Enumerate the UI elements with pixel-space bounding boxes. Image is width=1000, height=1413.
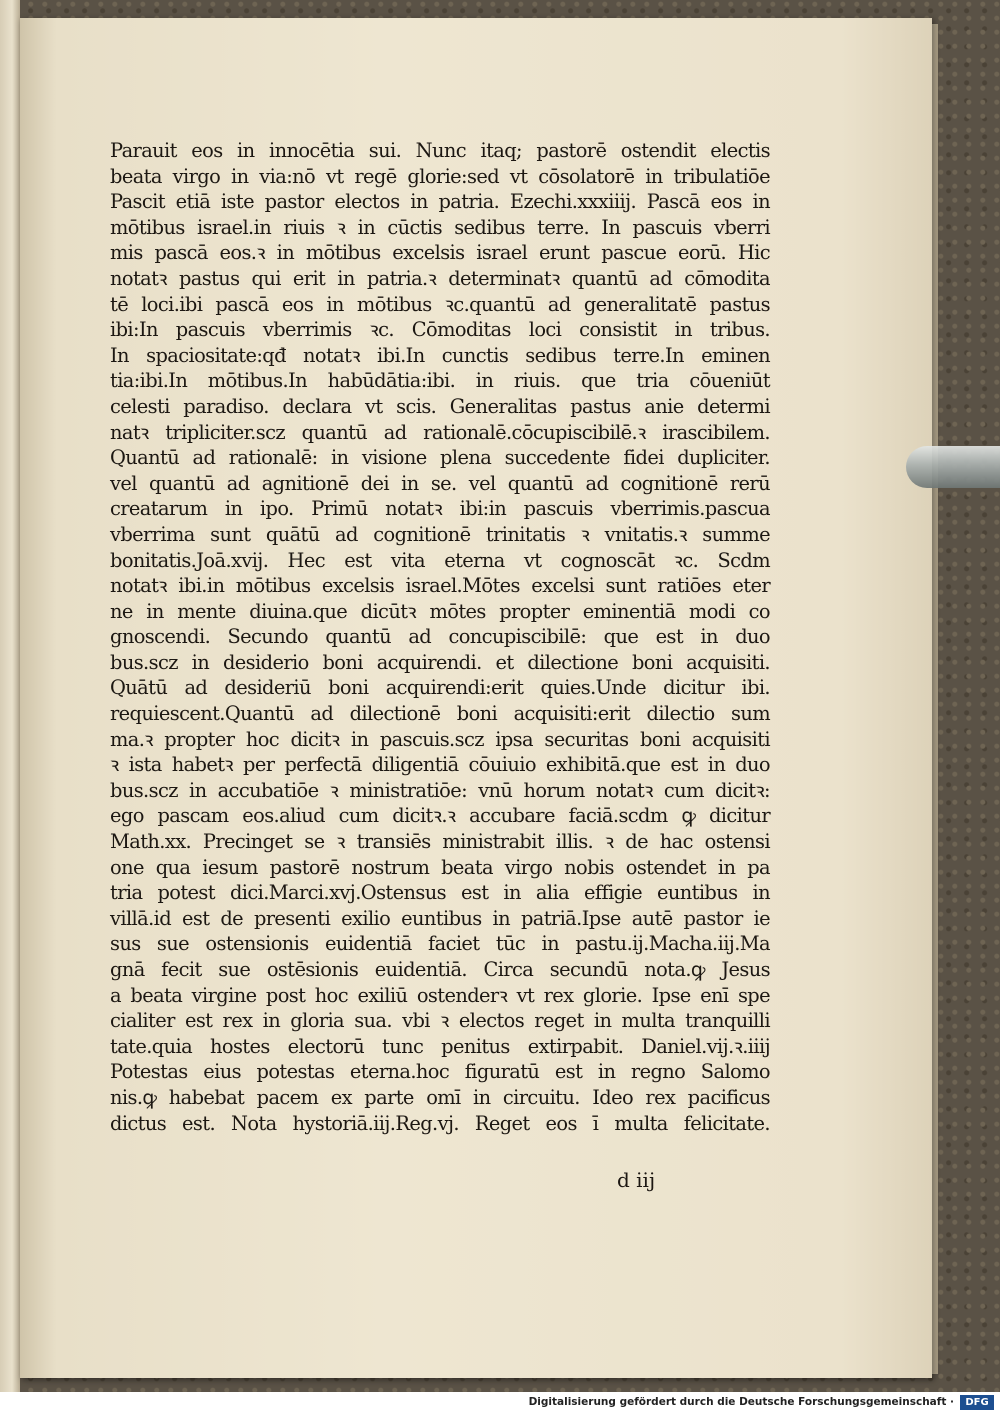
text-line: bus.scz in accubatiōe ꝛ ministratiōe: vnū horum notatꝛ cum dicitꝛ: [110,778,770,802]
text-line: a beata virgine post hoc exiliū ostenderꝛ vt rex glorie. Ipse enī spe [110,983,770,1007]
text-line: beata virgo in via:nō vt regē glorie:sed vt cōsolatorē in tribulatiōe [110,164,770,188]
text-line: Quantū ad rationalē: in visione plena succedente fidei dupliciter. [110,446,770,470]
text-line: ꝛ ista habetꝛ per perfectā diligentiā cōuiuio exhibitā.que est in duo [110,753,770,777]
text-line: In spaciositate:qđ notatꝛ ibi.In cunctis sedibus terre.In eminen [110,343,770,367]
footer-credit: Digitalisierung gefördert durch die Deutsche Forschungsgemeinschaft · [528,1396,954,1408]
text-line: tria potest dici.Marci.xvj.Ostensus est in alia effigie euntibus in [110,881,770,905]
facing-page-edge [0,0,20,1392]
signature-mark: d iij [617,1168,656,1192]
text-line: Pascit etiā iste pastor electos in patria. Ezechi.xxxiiij. Pascā eos in [110,190,770,214]
text-line: celesti paradiso. declara vt scis. Generalitas pastus anie determi [110,394,770,418]
text-line: cialiter est rex in gloria sua. vbi ꝛ electos reget in multa tranquilli [110,1009,770,1033]
text-line: mōtibus israel.in riuis ꝛ in cūctis sedibus terre. In pascuis vberri [110,215,770,239]
text-line: Math.xx. Precinget se ꝛ transiēs ministrabit illis. ꝛ de hac ostensi [110,830,770,854]
text-line: notatꝛ ibi.in mōtibus excelsis israel.Mōtes excelsi sunt ratiōes eter [110,574,770,598]
text-line: creatarum in ipo. Primū notatꝛ ibi:in pascuis vberrimis.pascua [110,497,770,521]
text-line: Parauit eos in innocētia sui. Nunc itaq; pastorē ostendit electis [110,139,770,162]
text-line: bonitatis.Joā.xvij. Hec est vita eterna vt cognoscāt ꝛc. Scdm [110,548,770,572]
text-line: tia:ibi.In mōtibus.In habūdātia:ibi. in riuis. que tria cōueniūt [110,369,770,393]
text-line: villā.id est de presenti exilio euntibus in patriā.Ipse autē pastor ie [110,906,770,930]
text-line: notatꝛ pastus qui erit in patria.ꝛ determinatꝛ quantū ad cōmodita [110,266,770,290]
text-line: bus.scz in desiderio boni acquirendi. et dilectione boni acquisiti. [110,650,770,674]
text-line: ne in mente diuina.que dicūtꝛ mōtes propter eminentiā modi co [110,599,770,623]
text-line: sus sue ostensionis euidentiā faciet tūc in pastu.ij.Macha.iij.Ma [110,932,770,956]
dfg-logo: DFG [960,1395,994,1410]
text-line: dictus est. Nota hystoriā.iij.Reg.vj. Reget eos ī multa felicitate. [110,1111,770,1135]
text-line: tate.quia hostes electorū tunc penitus extirpabit. Daniel.vij.ꝛ.iiij [110,1034,770,1058]
text-line: natꝛ tripliciter.scz quantū ad rationalē.cōcupiscibilē.ꝛ irascibilem. [110,420,770,444]
text-line: requiescent.Quantū ad dilectionē boni acquisiti:erit dilectio sum [110,702,770,726]
text-line: vberrima sunt quātū ad cognitionē trinitatis ꝛ vnitatis.ꝛ summe [110,522,770,546]
body-text [110,138,770,1136]
text-line: Quātū ad desideriū boni acquirendi:erit quies.Unde dicitur ibi. [110,676,770,700]
text-line: ma.ꝛ propter hoc dicitꝛ in pascuis.scz ipsa securitas boni acquisiti [110,727,770,751]
text-line: ibi:In pascuis vberrimis ꝛc. Cōmoditas loci consistit in tribus. [110,318,770,342]
text-line: gnā fecit sue ostēsionis euidentiā. Circa secundū nota.ꝙ Jesus [110,958,770,981]
text-line: Potestas eius potestas eterna.hoc figuratū est in regno Salomo [110,1060,770,1084]
text-line: one qua iesum pastorē nostrum beata virgo nobis ostendet in pa [110,855,770,879]
text-line: nis.ꝙ habebat pacem ex parte omī in circuitu. Ideo rex pacificus [110,1085,770,1109]
funding-footer [0,1392,1000,1413]
text-line: ego pascam eos.aliud cum dicitꝛ.ꝛ accubare faciā.scdm ꝙ dicitur [110,804,770,828]
text-line: vel quantū ad agnitionē dei in se. vel quantū ad cognitionē rerū [110,471,770,495]
text-line: tē loci.ibi pascā eos in mōtibus ꝛc.quantū ad generalitatē pastus [110,292,770,316]
text-line: gnoscendi. Secundo quantū ad concupiscibilē: que est in duo [110,625,770,649]
text-line: mis pascā eos.ꝛ in mōtibus excelsis israel erunt pascue eorū. Hic [110,241,770,265]
glass-weight-icon [906,446,1000,488]
